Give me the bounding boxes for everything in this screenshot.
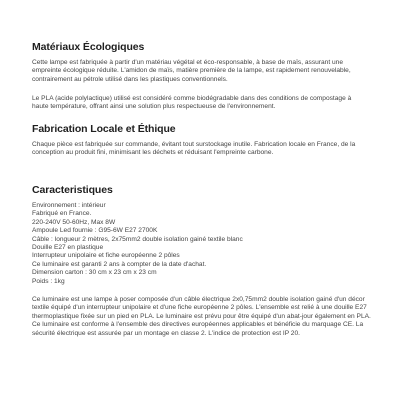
section-heading-materiaux: Matériaux Écologiques	[32, 41, 145, 53]
spec-item: Douille E27 en plastique	[32, 244, 104, 252]
spec-item: Câble : longueur 2 mètres, 2x75mm2 double isolation gainé textile blanc	[32, 235, 243, 243]
spec-item: Poids : 1kg	[32, 277, 65, 285]
spec-item: Dimension carton : 30 cm x 23 cm x 23 cm	[32, 269, 157, 277]
spec-item: Fabriqué en France.	[32, 210, 92, 218]
materiaux-paragraph-1: Cette lampe est fabriquée à partir d'un matériau végétal et éco-responsable, à base de maïs, assurant une empreinte écologique réduite. L'amidon de maïs, matière première de la lampe, est rapidement renouvelable, contrairement au pétrole utilisé dans les plastiques conventionnels.	[32, 59, 351, 83]
spec-item: 220-240V 50-60Hz, Max 8W	[32, 218, 116, 226]
caracteristiques-description-paragraph: Ce luminaire est une lampe à poser composée d'un câble électrique 2x0,75mm2 double isolation gainé d'un décor textile équipé d'un interrupteur unipolaire et d'une fiche européenne 2 pôles. L'ensemble est relié à une douille E27 thermoplastique fixée sur un pied en PLA. Le luminaire est prévu pour être équipé d'un abat-jour également en PLA. Ce luminaire est conforme à l'ensemble des directives européennes applicables et bénéficie du marquage CE. La sécurité électrique est assurée par un montage en classe 2. L'indice de protection est IP 20.	[32, 296, 371, 337]
spec-item: Ampoule Led fournie : G95-6W E27 2700K	[32, 227, 158, 235]
spec-item: Interrupteur unipolaire et fiche européenne 2 pôles	[32, 252, 180, 260]
fabrication-paragraph: Chaque pièce est fabriquée sur commande, évitant tout surstockage inutile. Fabrication locale en France, de la conception au produit fini, minimisant les déchets et réduisant l'empreinte carbone.	[32, 141, 356, 157]
section-heading-fabrication: Fabrication Locale et Éthique	[32, 123, 176, 135]
spec-item: Environnement : intérieur	[32, 202, 106, 209]
spec-list	[32, 202, 368, 286]
section-heading-caracteristiques: Caracteristiques	[32, 184, 113, 196]
materiaux-paragraph-2: Le PLA (acide polylactique) utilisé est considéré comme biodégradable dans des conditions de compostage à haute température, offrant ainsi une solution plus respectueuse de l'environnement.	[32, 95, 352, 111]
spec-item: Ce luminaire est garanti 2 ans à compter de la date d'achat.	[32, 260, 207, 268]
